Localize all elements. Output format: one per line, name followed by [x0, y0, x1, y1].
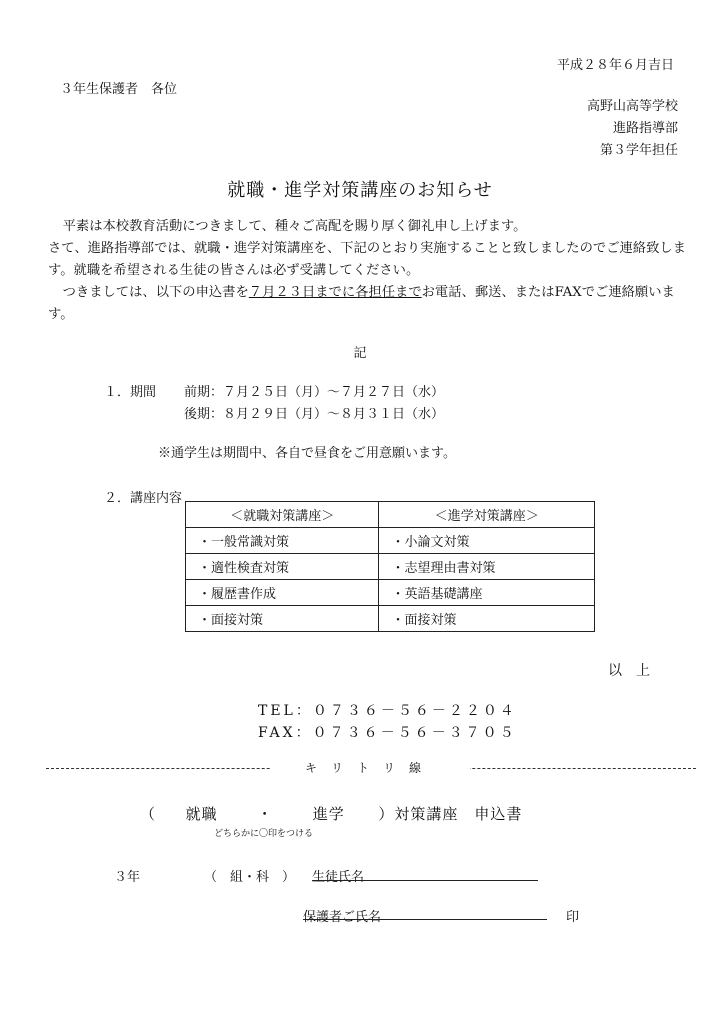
document-title: 就職・進学対策講座のお知らせ	[227, 180, 493, 201]
title-open-paren: （	[140, 805, 157, 823]
p3-after: お電話、郵送、またはFAXでご連絡願います。	[48, 285, 675, 322]
table-row	[186, 606, 595, 632]
fax-number: FAX：０７３６－５６－３７０５	[258, 725, 517, 741]
seal-mark: 印	[566, 910, 580, 925]
academic-courses-header: ＜進学対策講座＞	[379, 502, 595, 528]
sender-school: 高野山高等学校	[586, 99, 678, 114]
application-title	[140, 803, 522, 824]
courses-table	[185, 501, 595, 632]
courses-label: ２．講座内容	[104, 491, 183, 506]
body-paragraph-2: さて、進路指導部では、就職・進学対策講座を、下記のとおり実施することと致しましたのでご連絡致します。就職を希望される生徒の皆さんは必ず受講してください。	[48, 241, 686, 278]
course-cell: ・適性検査対策	[186, 554, 379, 580]
table-row	[186, 580, 595, 606]
second-term-label: 後期：	[184, 407, 224, 422]
ki-mark: 記	[353, 346, 367, 361]
addressee: ３年生保護者 各位	[60, 82, 178, 97]
sender-department: 進路指導部	[612, 121, 678, 136]
first-term-dates: ７月２５日（月）～７月２７日（水）	[223, 385, 445, 400]
guardian-name-label: 保護者ご氏名	[303, 910, 382, 925]
title-close: ）対策講座 申込書	[378, 805, 523, 823]
job-courses-header: ＜就職対策講座＞	[186, 502, 379, 528]
class-field[interactable]: （ 組・科 ）	[204, 870, 296, 885]
student-name-label: 生徒氏名	[312, 870, 365, 885]
body-text	[48, 216, 688, 326]
second-term-dates: ８月２９日（月）～８月３１日（水）	[223, 407, 445, 422]
contact-block	[258, 700, 517, 744]
course-cell: ・英語基礎講座	[379, 580, 595, 606]
student-name-field[interactable]	[312, 880, 538, 881]
period-section	[104, 382, 444, 426]
table-row	[186, 554, 595, 580]
circle-hint: どちらかに〇印をつける	[214, 829, 314, 839]
option-separator: ・	[257, 805, 274, 823]
course-cell: ・履歴書作成	[186, 580, 379, 606]
issue-date: 平成２８年６月吉日	[556, 58, 674, 73]
p3-before: つきましては、以下の申込書を	[62, 285, 249, 300]
cut-line-label: キリトリ線	[270, 759, 470, 776]
course-cell: ・面接対策	[379, 606, 595, 632]
p3-deadline: ７月２３日までに各担任まで	[248, 285, 422, 300]
lunch-note: ※通学生は期間中、各自で昼食をご用意願います。	[158, 446, 456, 461]
tel-number: TEL：０７３６－５６－２２０４	[258, 703, 517, 719]
sender-teacher: 第３学年担任	[599, 143, 678, 158]
course-cell: ・小論文対策	[379, 528, 595, 554]
option-academic[interactable]: 進学	[312, 805, 345, 823]
closing-mark: 以上	[608, 663, 664, 679]
period-label: １．期間	[104, 385, 157, 400]
table-row	[186, 528, 595, 554]
course-cell: ・面接対策	[186, 606, 379, 632]
sender-block	[587, 96, 678, 162]
first-term-label: 前期：	[184, 385, 224, 400]
option-job[interactable]: 就職	[185, 805, 218, 823]
guardian-name-field[interactable]	[303, 919, 547, 920]
course-cell: ・一般常識対策	[186, 528, 379, 554]
grade-label: ３年	[114, 870, 141, 885]
body-paragraph-3	[48, 282, 688, 326]
body-paragraph-1: 平素は本校教育活動につきまして、種々ご高配を賜り厚く御礼申し上げます。	[62, 219, 527, 234]
course-cell: ・志望理由書対策	[379, 554, 595, 580]
